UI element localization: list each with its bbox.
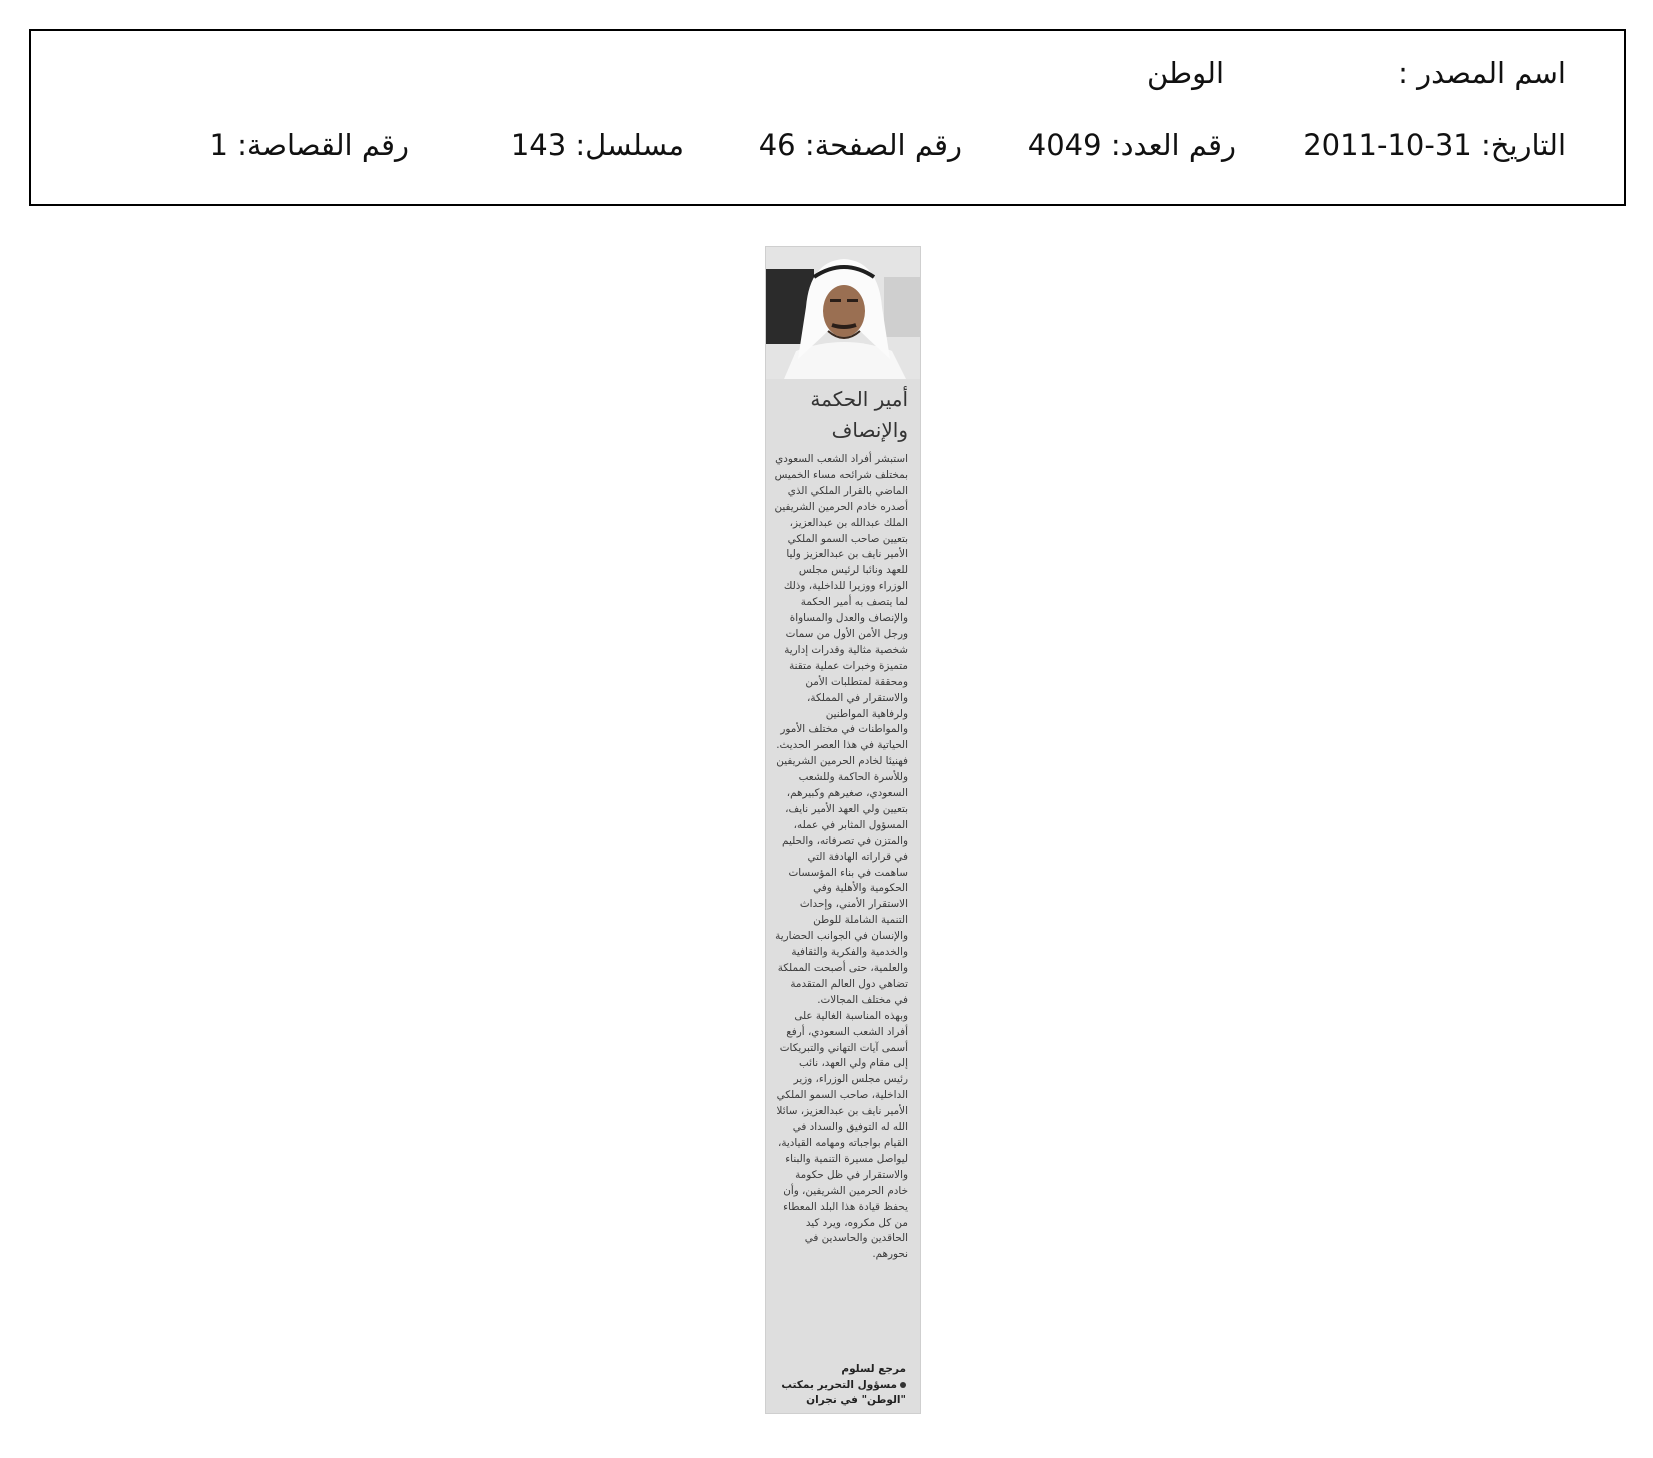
article-paragraph: استبشر أفراد الشعب السعودي بمختلف شرائحه مساء الخميس الماضي بالقرار الملكي الذي أصدره خادم الحرمين الشريفين الملك عبدالله بن عبدالعزيز، بتعيين صاحب السمو الملكي الأمير نايف بن عبدالعزيز وليا للعهد ونائبا لرئيس مجلس الوزراء ووزيرا للداخلية، وذلك لما يتصف به أمير الحكمة والإنصاف والعدل والمساواة ورجل الأمن الأول من سمات شخصية مثالية وقدرات إدارية متميزة وخبرات عملية متقنة ومحققة لمتطلبات الأمن والاستقرار في المملكة، ولرفاهية المواطنين والمواطنات في مختلف الأمور الحياتية في هذا العصر الحديث. [774, 453, 908, 752]
page-field [759, 127, 962, 163]
source-header-box [29, 29, 1626, 206]
author-photo [766, 247, 921, 379]
clipping-field [209, 127, 409, 163]
article-paragraph: وبهذه المناسبة الغالية على أفراد الشعب السعودي، أرفع أسمى آيات التهاني والتبريكات إلى مقام ولي العهد، نائب رئيس مجلس الوزراء، وزير الداخلية، صاحب السمو الملكي الأمير نايف بن عبدالعزيز، سائلا الله له التوفيق والسداد في القيام بواجباته ومهامه القيادية، ليواصل مسيرة التنمية والبناء والاستقرار في ظل حكومة خادم الحرمين الشريفين، وأن يحفظ قيادة هذا البلد المعطاء من كل مكروه، ويرد كيد الحاقدين والحاسدين في نحورهم. [776, 1009, 908, 1261]
article-body [774, 452, 908, 1263]
date-value: 2011-10-31 [1303, 128, 1472, 162]
article-title: أمير الحكمة والإنصاف [810, 387, 908, 442]
serial-label: مسلسل: [575, 128, 684, 162]
serial-field [511, 127, 684, 163]
page-label: رقم الصفحة: [804, 128, 962, 162]
page-value: 46 [758, 128, 796, 162]
source-value: الوطن [1146, 56, 1224, 90]
issue-label: رقم العدد: [1110, 128, 1236, 162]
date-field [1303, 127, 1566, 163]
serial-value: 143 [510, 128, 567, 162]
issue-value: 4049 [1027, 128, 1102, 162]
date-label: التاريخ: [1480, 128, 1566, 162]
author-role: مسؤول التحرير بمكتب "الوطن" في نجران [781, 1378, 906, 1406]
issue-field [1028, 127, 1236, 163]
author-role-line [772, 1378, 906, 1409]
source-label: اسم المصدر : [1398, 56, 1566, 90]
article-clipping [765, 246, 921, 1414]
author-byline [772, 1362, 906, 1409]
author-name: مرجع لسلوم [841, 1363, 906, 1375]
bullet-icon [900, 1382, 906, 1388]
clipping-label: رقم القصاصة: [237, 128, 409, 162]
article-paragraph: فهنيئا لخادم الحرمين الشريفين وللأسرة الحاكمة وللشعب السعودي، صغيرهم وكبيرهم، بتعيين ولي العهد الأمير نايف، المسؤول المثابر في عمله، والمتزن في تصرفاته، والحليم في قراراته الهادفة التي ساهمت في بناء المؤسسات الحكومية والأهلية وفي الاستقرار الأمني، وإحداث التنمية الشاملة للوطن والإنسان في الجوانب الحضارية والخدمية والفكرية والثقافية والعلمية، حتى أصبحت المملكة تضاهي دول العالم المتقدمة في مختلف المجالات. [775, 755, 908, 1006]
clipping-value: 1 [209, 128, 228, 162]
